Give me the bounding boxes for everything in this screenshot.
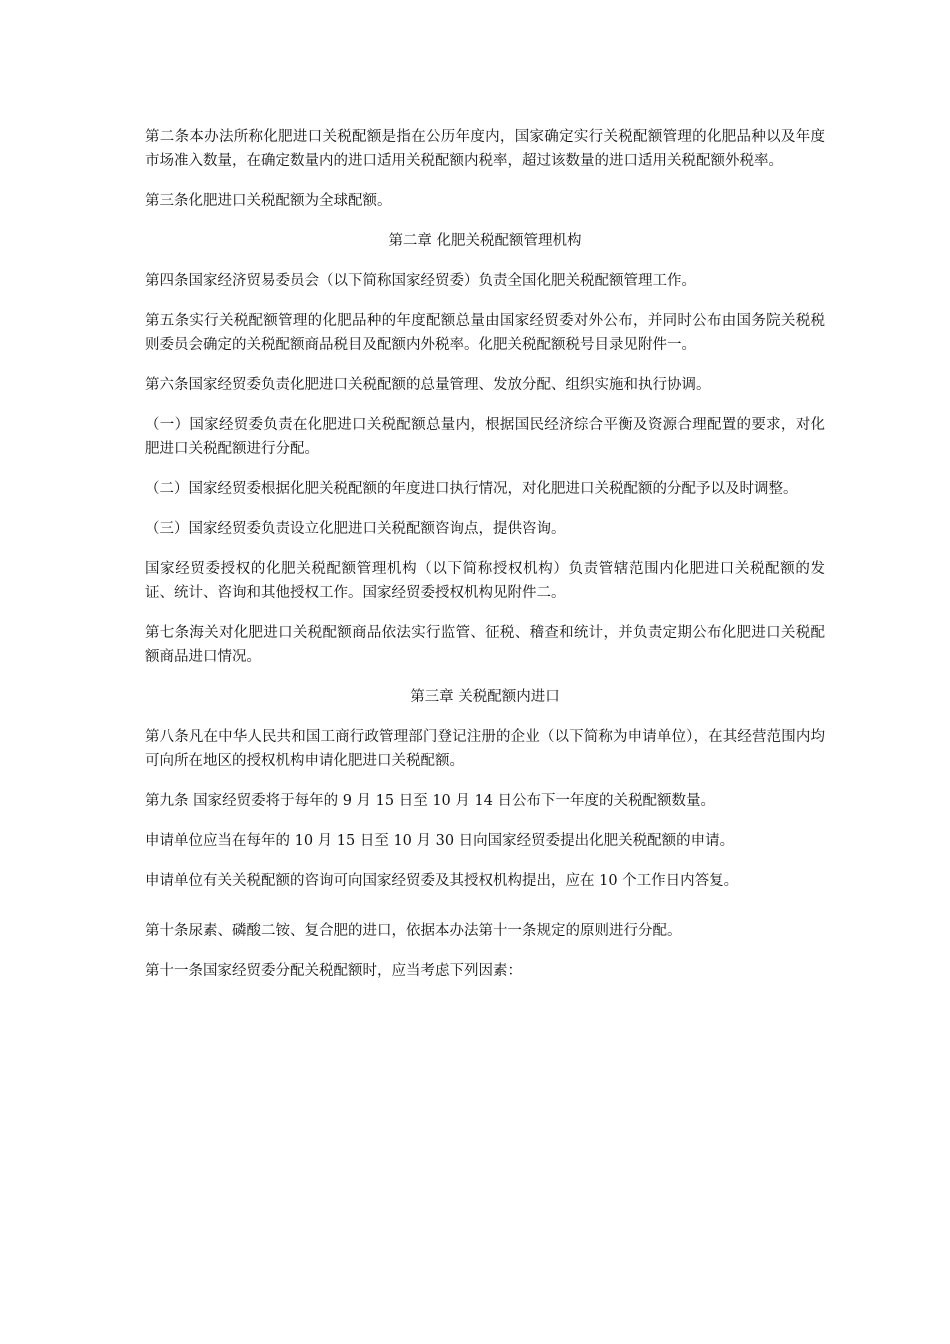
article-7-paragraph: 第七条海关对化肥进口关税配额商品依法实行监管、征税、稽查和统计，并负责定期公布化肥进口关税配额商品进口情况。 bbox=[145, 625, 825, 665]
article-5-paragraph: 第五条实行关税配额管理的化肥品种的年度配额总量由国家经贸委对外公布，并同时公布由国务院关税税则委员会确定的关税配额商品税目及配额内外税率。化肥关税配额税号目录见附件一。 bbox=[145, 313, 825, 353]
chapter-3-heading: 第三章 关税配额内进口 bbox=[410, 689, 560, 705]
article-6-item-2: （二）国家经贸委根据化肥关税配额的年度进口执行情况，对化肥进口关税配额的分配予以及时调整。 bbox=[145, 481, 798, 497]
article-6-item-3: （三）国家经贸委负责设立化肥进口关税配额咨询点，提供咨询。 bbox=[145, 521, 566, 537]
article-6-item-1: （一）国家经贸委负责在化肥进口关税配额总量内，根据国民经济综合平衡及资源合理配置的要求，对化肥进口关税配额进行分配。 bbox=[145, 417, 825, 457]
authorized-agency-paragraph: 国家经贸委授权的化肥关税配额管理机构（以下简称授权机构）负责管辖范围内化肥进口关税配额的发证、统计、咨询和其他授权工作。国家经贸委授权机构见附件二。 bbox=[145, 561, 825, 601]
article-9-paragraph: 第九条 国家经贸委将于每年的 9 月 15 日至 10 月 14 日公布下一年度的关税配额数量。 bbox=[145, 793, 716, 809]
chapter-2-heading: 第二章 化肥关税配额管理机构 bbox=[388, 233, 582, 249]
article-2-paragraph: 第二条本办法所称化肥进口关税配额是指在公历年度内，国家确定实行关税配额管理的化肥品种以及年度市场准入数量，在确定数量内的进口适用关税配额内税率，超过该数量的进口适用关税配额外税率。 bbox=[145, 129, 825, 169]
inquiry-paragraph: 申请单位有关关税配额的咨询可向国家经贸委及其授权机构提出，应在 10 个工作日内答复。 bbox=[145, 873, 739, 889]
article-8-paragraph: 第八条凡在中华人民共和国工商行政管理部门登记注册的企业（以下简称为申请单位），在其经营范围内均可向所在地区的授权机构申请化肥进口关税配额。 bbox=[145, 729, 825, 769]
article-11-paragraph: 第十一条国家经贸委分配关税配额时，应当考虑下列因素： bbox=[145, 963, 522, 979]
document-body bbox=[145, 125, 825, 999]
article-10-paragraph: 第十条尿素、磷酸二铵、复合肥的进口，依据本办法第十一条规定的原则进行分配。 bbox=[145, 923, 682, 939]
article-4-paragraph: 第四条国家经济贸易委员会（以下简称国家经贸委）负责全国化肥关税配额管理工作。 bbox=[145, 273, 696, 289]
article-6-paragraph: 第六条国家经贸委负责化肥进口关税配额的总量管理、发放分配、组织实施和执行协调。 bbox=[145, 377, 711, 393]
article-3-paragraph: 第三条化肥进口关税配额为全球配额。 bbox=[145, 193, 392, 209]
application-deadline-paragraph: 申请单位应当在每年的 10 月 15 日至 10 月 30 日向国家经贸委提出化肥关税配额的申请。 bbox=[145, 833, 735, 849]
